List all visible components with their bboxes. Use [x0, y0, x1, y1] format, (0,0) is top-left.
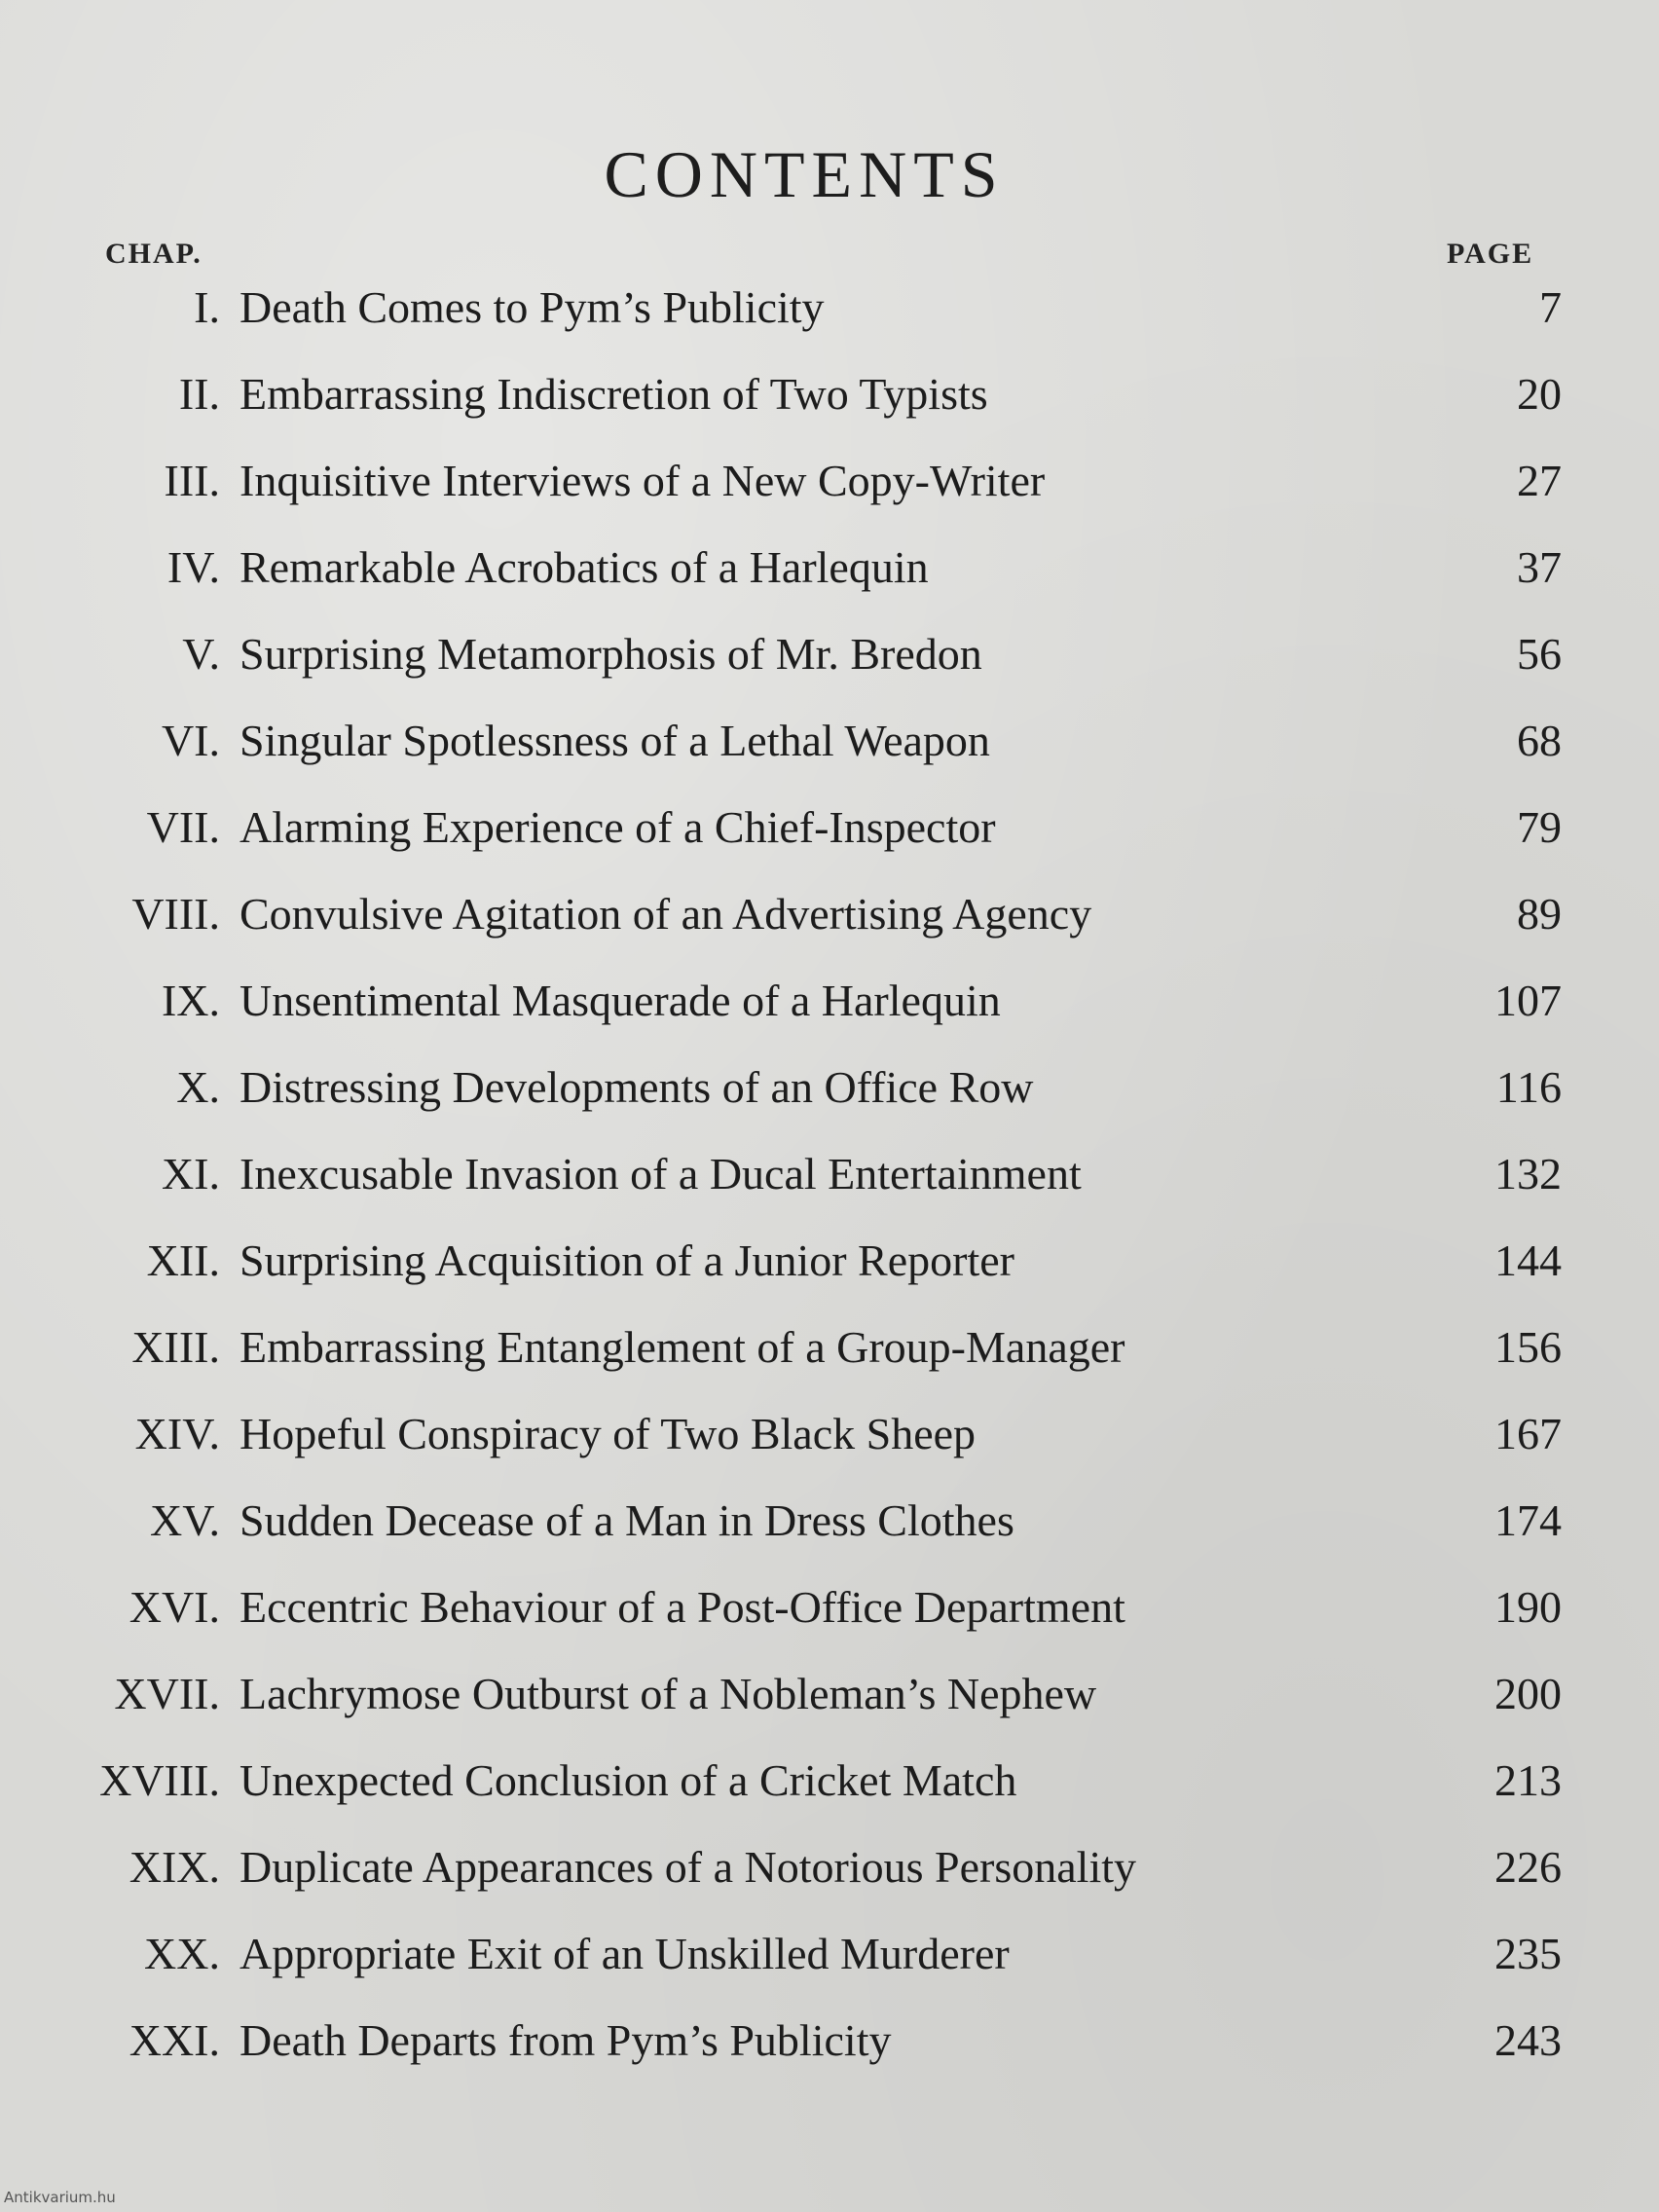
chapter-number: XII.	[146, 1235, 220, 1285]
chapter-title: Unsentimental Masquerade of a Harlequin	[240, 976, 1001, 1025]
toc-row	[0, 536, 1659, 623]
chapter-title: Sudden Decease of a Man in Dress Clothes	[240, 1495, 1014, 1545]
toc-row	[0, 363, 1659, 450]
toc-row	[0, 710, 1659, 796]
chapter-title: Remarkable Acrobatics of a Harlequin	[240, 542, 929, 592]
toc-row	[0, 276, 1659, 363]
chapter-title: Surprising Metamorphosis of Mr. Bredon	[240, 629, 982, 679]
toc-row	[0, 883, 1659, 970]
chapter-number: XI.	[161, 1149, 220, 1198]
chapter-page-number: 200	[1494, 1669, 1562, 1718]
chapter-page-number: 68	[1517, 716, 1562, 765]
toc-row	[0, 1143, 1659, 1230]
chapter-number: XIX.	[129, 1842, 220, 1892]
chapter-title: Convulsive Agitation of an Advertising Agency	[240, 889, 1092, 939]
chapter-page-number: 174	[1494, 1495, 1562, 1545]
chapter-page-number: 89	[1517, 889, 1562, 939]
chapter-title: Lachrymose Outburst of a Nobleman’s Nephew	[240, 1669, 1097, 1718]
chapter-title: Death Comes to Pym’s Publicity	[240, 282, 825, 332]
chapter-number: I.	[194, 282, 220, 332]
chapter-title: Inquisitive Interviews of a New Copy-Writer	[240, 456, 1046, 505]
chapter-number: XXI.	[129, 2015, 220, 2065]
toc-row	[0, 1230, 1659, 1316]
chapter-page-number: 37	[1517, 542, 1562, 592]
chapter-page-number: 132	[1494, 1149, 1562, 1198]
chapter-title: Duplicate Appearances of a Notorious Personality	[240, 1842, 1137, 1892]
toc-row	[0, 2009, 1659, 2096]
watermark: Antikvarium.hu	[4, 2189, 116, 2206]
chapter-number: VIII.	[131, 889, 220, 939]
page-column-header: PAGE	[1447, 238, 1534, 270]
chapter-number: XV.	[149, 1495, 220, 1545]
chapter-number: II.	[178, 369, 220, 419]
chapter-page-number: 79	[1517, 802, 1562, 852]
chapter-number: V.	[182, 629, 220, 679]
chapter-page-number: 116	[1495, 1062, 1562, 1112]
chapter-title: Alarming Experience of a Chief-Inspector	[240, 802, 996, 852]
chapter-title: Eccentric Behaviour of a Post-Office Department	[240, 1582, 1125, 1632]
chapter-page-number: 235	[1494, 1929, 1562, 1978]
toc-row	[0, 1750, 1659, 1836]
chapter-page-number: 7	[1539, 282, 1562, 332]
toc-row	[0, 1576, 1659, 1663]
chapter-number: XX.	[144, 1929, 220, 1978]
chapter-page-number: 167	[1494, 1409, 1562, 1458]
toc-row	[0, 796, 1659, 883]
chapter-number: XVIII.	[99, 1755, 220, 1805]
chapter-number: X.	[176, 1062, 220, 1112]
chapter-number: XIV.	[134, 1409, 220, 1458]
chapter-number: VII.	[146, 802, 220, 852]
chapter-page-number: 20	[1517, 369, 1562, 419]
chapter-page-number: 156	[1494, 1322, 1562, 1372]
chapter-page-number: 27	[1517, 456, 1562, 505]
chapter-number: XIII.	[131, 1322, 220, 1372]
chapter-number: IX.	[161, 976, 220, 1025]
chapter-page-number: 107	[1494, 976, 1562, 1025]
toc-row	[0, 970, 1659, 1056]
toc-row	[0, 1403, 1659, 1490]
chapter-title: Embarrassing Entanglement of a Group-Manager	[240, 1322, 1125, 1372]
chapter-column-header: CHAP.	[105, 238, 203, 270]
chapter-title: Death Departs from Pym’s Publicity	[240, 2015, 892, 2065]
chapter-page-number: 56	[1517, 629, 1562, 679]
chapter-title: Embarrassing Indiscretion of Two Typists	[240, 369, 988, 419]
chapter-page-number: 213	[1494, 1755, 1562, 1805]
chapter-page-number: 144	[1494, 1235, 1562, 1285]
toc-row	[0, 450, 1659, 536]
chapter-title: Appropriate Exit of an Unskilled Murderer	[240, 1929, 1010, 1978]
toc-row	[0, 1923, 1659, 2009]
chapter-title: Distressing Developments of an Office Row	[240, 1062, 1034, 1112]
chapter-number: XVI.	[129, 1582, 220, 1632]
toc-row	[0, 1316, 1659, 1403]
chapter-title: Unexpected Conclusion of a Cricket Match	[240, 1755, 1017, 1805]
chapter-number: VI.	[161, 716, 220, 765]
toc-row	[0, 1056, 1659, 1143]
chapter-title: Surprising Acquisition of a Junior Reporter	[240, 1235, 1014, 1285]
chapter-number: III.	[164, 456, 220, 505]
chapter-number: XVII.	[114, 1669, 220, 1718]
chapter-number: IV.	[166, 542, 220, 592]
chapter-page-number: 190	[1494, 1582, 1562, 1632]
page-title: CONTENTS	[604, 137, 1005, 211]
toc-row	[0, 1490, 1659, 1576]
toc-row	[0, 623, 1659, 710]
chapter-title: Hopeful Conspiracy of Two Black Sheep	[240, 1409, 977, 1458]
chapter-title: Inexcusable Invasion of a Ducal Entertainment	[240, 1149, 1082, 1198]
toc-row	[0, 1663, 1659, 1750]
chapter-title: Singular Spotlessness of a Lethal Weapon	[240, 716, 990, 765]
toc-row	[0, 1836, 1659, 1923]
chapter-page-number: 243	[1494, 2015, 1562, 2065]
chapter-page-number: 226	[1494, 1842, 1562, 1892]
table-of-contents	[0, 276, 1659, 2096]
